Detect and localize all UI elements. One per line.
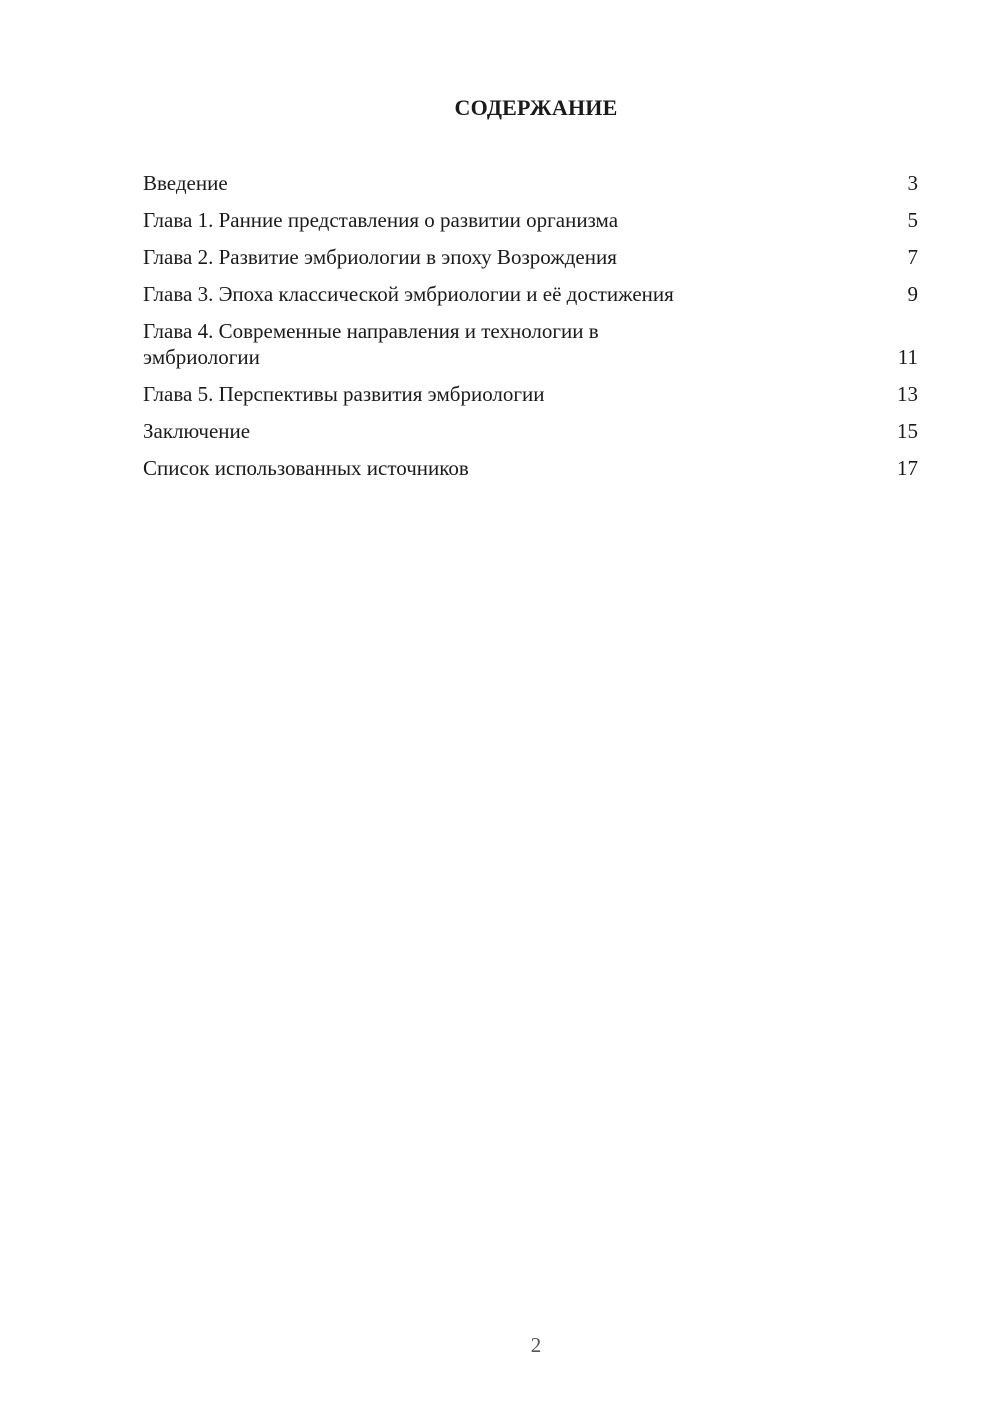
toc-entry-introduction[interactable] (143, 170, 918, 196)
page-number: 2 (530, 1333, 542, 1357)
toc-entry-label: Введение (143, 171, 228, 195)
toc-entry-chapter-5[interactable] (143, 381, 918, 407)
toc-entry-chapter-2[interactable] (143, 244, 918, 270)
toc-entry-chapter-3[interactable] (143, 281, 918, 307)
toc-entry-page: 17 (897, 456, 918, 480)
toc-entry-label: Глава 3. Эпоха классической эмбриологии и её достижения (143, 282, 674, 306)
toc-entry-references[interactable] (143, 455, 918, 481)
toc-entry-chapter-4[interactable] (143, 318, 918, 370)
toc-entry-label: Глава 5. Перспективы развития эмбриологии (143, 382, 545, 406)
toc-entry-conclusion[interactable] (143, 418, 918, 444)
page-title: СОДЕРЖАНИЕ (454, 95, 618, 120)
toc-entry-chapter-1[interactable] (143, 207, 918, 233)
toc-entry-page: 15 (897, 419, 918, 443)
toc-entry-label: Глава 2. Развитие эмбриологии в эпоху Возрождения (143, 245, 617, 269)
toc-entry-page: 5 (907, 208, 918, 232)
table-of-contents (143, 170, 918, 492)
toc-entry-label: Глава 1. Ранние представления о развитии организма (143, 208, 619, 232)
toc-entry-page: 13 (897, 382, 918, 406)
toc-entry-page: 3 (907, 171, 918, 195)
toc-entry-label: Список использованных источников (143, 456, 469, 480)
toc-entry-page: 7 (907, 245, 918, 269)
toc-entry-page: 11 (897, 345, 918, 369)
toc-entry-label: Заключение (143, 419, 251, 443)
toc-entry-label: Глава 4. Современные направления и технологии в эмбриологии (143, 319, 599, 369)
toc-entry-page: 9 (907, 282, 918, 306)
